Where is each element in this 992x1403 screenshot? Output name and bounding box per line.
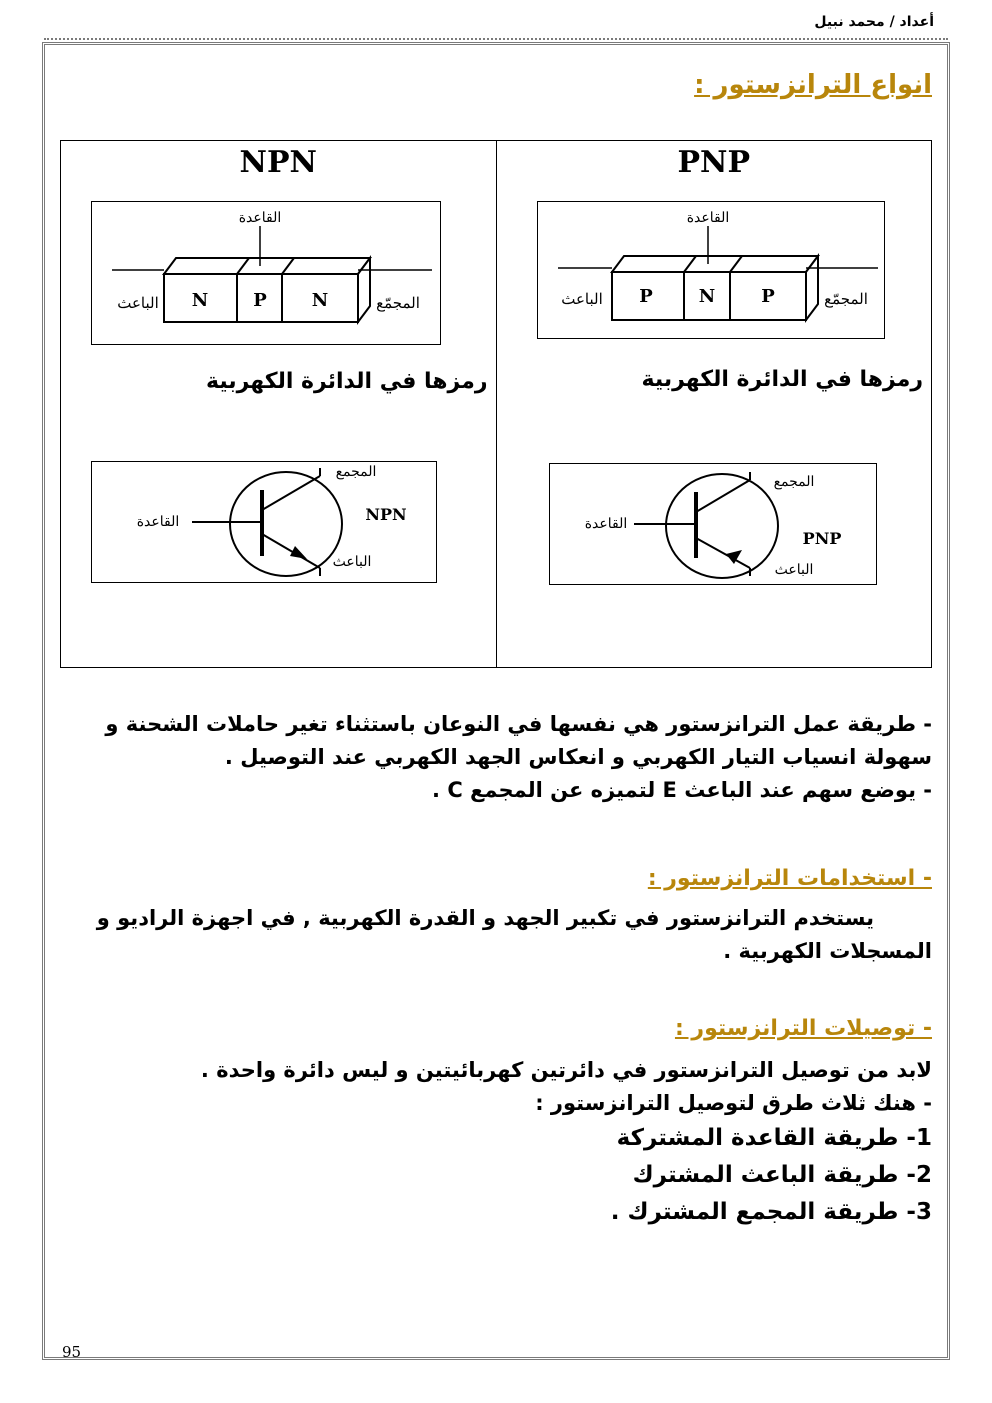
pnp-emitter-label: الباعث [560, 290, 603, 308]
method-item-1: 1- طريقة القاعدة المشتركة [616, 1125, 932, 1151]
page-number: 95 [62, 1343, 82, 1361]
pnp-circuit-symbol [549, 463, 877, 585]
connections-paragraph [52, 1054, 932, 1231]
pnp-base-label: القاعدة [686, 210, 729, 226]
page-title: انواع الترانزستور : [694, 70, 932, 100]
pnp-symbol-base: القاعدة [584, 516, 627, 532]
pnp-symbol-collector: المجمع [773, 474, 814, 490]
method-item-3: 3- طريقة المجمع المشترك . [610, 1199, 932, 1225]
method-item-2: 2- طريقة الباعث المشترك [632, 1162, 932, 1188]
uses-paragraph [52, 902, 932, 968]
author-credit: أعداد / محمد نبيل [814, 14, 934, 30]
connections-heading: - توصيلات الترانزستور : [674, 1016, 932, 1041]
pnp-column [496, 141, 932, 668]
npn-column [61, 141, 497, 668]
operation-line-2: سهولة انسياب التيار الكهربي و انعكاس الجهد الكهربي عند التوصيل . [224, 745, 932, 769]
uses-heading: - استخدامات الترانزستور : [647, 866, 932, 891]
frame-dotted-line [44, 38, 948, 40]
pnp-structure-diagram [537, 201, 885, 339]
uses-line-1: يستخدم الترانزستور في تكبير الجهد و القدرة الكهربية , في اجهزة الراديو و [96, 906, 874, 930]
npn-emitter-arrow-icon [290, 546, 307, 559]
pnp-collector-label: المجمّع [823, 290, 868, 308]
npn-symbol-type: NPN [365, 505, 407, 524]
npn-layer-1: N [191, 290, 209, 311]
npn-collector-label: المجمّع [376, 294, 420, 312]
npn-symbol-emitter: الباعث [332, 554, 372, 570]
pnp-layer-2: N [698, 286, 715, 307]
npn-heading: NPN [239, 145, 317, 180]
npn-layer-3: N [311, 290, 329, 311]
connections-line-2: - هنك ثلاث طرق لتوصيل الترانزستور : [535, 1091, 932, 1115]
npn-layer-2: P [253, 290, 267, 311]
connections-line-1: لابد من توصيل الترانزستور في دائرتين كهربائيتين و ليس دائرة واحدة . [200, 1058, 932, 1082]
npn-symbol-base: القاعدة [136, 514, 180, 530]
transistor-types-table [60, 140, 932, 668]
operation-line-1: - طريقة عمل الترانزستور هي نفسها في النوعان باستثناء تغير حاملات الشحنة و [105, 712, 932, 736]
pnp-symbol-caption: رمزها في الدائرة الكهربية [641, 367, 923, 392]
pnp-symbol-emitter: الباعث [774, 562, 813, 578]
npn-circuit-symbol [91, 461, 437, 583]
npn-structure-diagram [91, 201, 441, 345]
pnp-layer-1: P [638, 286, 653, 307]
operation-paragraph [52, 708, 932, 807]
arrow-note: - يوضع سهم عند الباعث E لتميزه عن المجمع C . [432, 778, 932, 802]
npn-symbol-caption: رمزها في الدائرة الكهربية [206, 369, 488, 394]
pnp-symbol-type: PNP [802, 529, 841, 548]
pnp-layer-3: P [760, 286, 775, 307]
npn-emitter-label: الباعث [117, 294, 159, 312]
npn-symbol-collector: المجمع [335, 464, 377, 480]
npn-base-label: القاعدة [238, 210, 282, 226]
pnp-heading: PNP [677, 145, 751, 180]
uses-line-2: المسجلات الكهربية . [723, 939, 932, 963]
